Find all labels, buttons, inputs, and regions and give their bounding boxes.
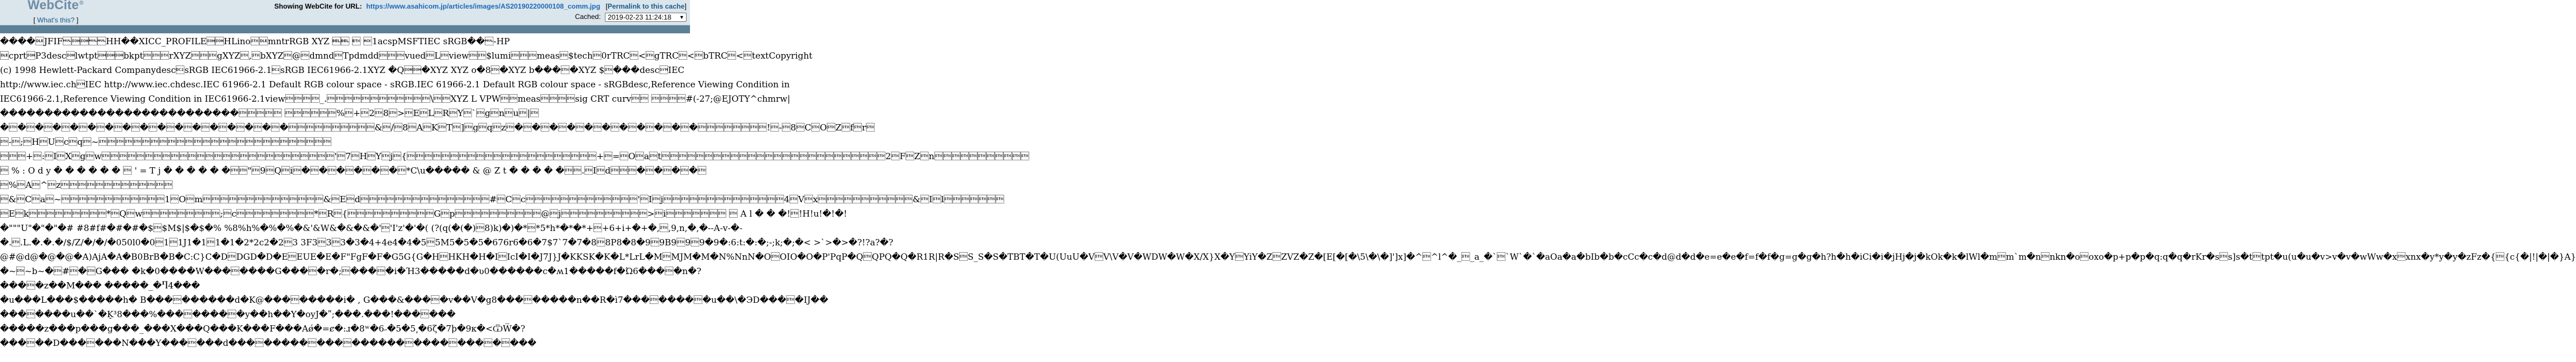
binary-text-line:  % : O d y � � � � � �  ' = T j � � � � � �"9Qi������*C\u����� & @ Z t � � � � �.Id���� [0, 165, 707, 176]
binary-text-line: �"""U"�"�"�# #8#f#�#�#�$$M$|$�$�% %8%h%�%�%�&'&W&�&�&�''I'z'�'�( (?(q(�(�)8)k)�)�**5*h*�*�*++6+i+�+�,,9,n,�,�--A-v-�- [0, 223, 743, 233]
cached-row [575, 13, 687, 22]
brand-name: WebCite [28, 0, 79, 12]
binary-text-line: Ek*Qw;c*R{Gp@j>i  A l � � �!!H!u!�!�! [0, 209, 848, 219]
binary-text-line: cprtP3desclwtptbkptrXYZgXYZ,bXYZ@dmndTpdmddvuedLview$lumimeas$tech0rTRC<gTRC<bTRC<textCopyright [0, 51, 812, 61]
binary-text-line: @#@d@�@�@�A)AjA�A�B0BrB�B�C:C}C�DDGD�D�EEUE�E�F"FgF�F�G5G{G�HHKH�H�IIcI�I�J7J}J�KKSK�K�L*LrL�MMJM�M�N%NnN�OOIO�O�P'PqP�QQPQ�Q�R1R|R�SS_S�S�TBT�T�U(UuU�VV\V�V�WDW�W�X/X}X�YYiY�ZZVZ�Z�[E[�[�\5\�\�]']x]�^^l^�__a_�``W`�`�aOa�a�bIb�b�cCc�c�d@d�d�e=e�e�f=f�f�g=g�g�h?h�h�iCi�i�jHj�j�kOk�k�lWl�mm`m�nnkn�ooxo�p+p�p�q:q�q�rKr�ss]s�ttpt�u(u�u�v>v�v�wWw�xxnx�y*y�y�zFz�{{c{�|!|�|�}A} [0, 252, 2576, 262]
bracket-open: [ [33, 16, 37, 24]
raw-file-content [0, 34, 2576, 362]
cached-label: Cached: [574, 13, 601, 21]
binary-text-line: -;HUcq~ [0, 137, 332, 147]
binary-text-line: �������u��`�K̠³8���%��������y��h��Y�oyJ�ʺ;���.���!������ [0, 309, 456, 319]
permalink-bracket-open: [ [605, 2, 608, 10]
binary-text-line: ����z��M��� �����_�Ⴄ4��� [0, 280, 200, 291]
binary-text-line: �u���L���$�����h� B���������d�K@��������i� , G���&����v��V�g8��������n��R�ì7��������u��\�ЭD����Ĳ�� [0, 295, 829, 305]
cached-date-value: 2019-02-23 11:24:18 [608, 13, 672, 21]
archived-url-link[interactable]: https://www.asahicom.jp/articles/images/AS20190220000108_comm.jpg [366, 2, 600, 10]
url-line [274, 2, 687, 10]
whats-this-container [33, 16, 78, 24]
binary-text-line: ����JFIF   HH��XICC_PROFILEHLinomntrRGB XYZ   1acspMSFTIEC sRGB�� -HP [0, 36, 510, 47]
binary-text-line: +:IXgw'7HYj{+=Oat2FZn [0, 151, 1029, 161]
permalink-wrapper [605, 2, 687, 10]
header-divider-bar [0, 25, 690, 33]
binary-text-line: http://www.iec.chIEC http://www.iec.chdesc.IEC 61966-2.1 Default RGB colour space - sRGB.IEC 61966-2.1 Default RGB colour space - sRGBdesc,Reference Viewing Condition in [0, 79, 790, 90]
binary-text-line: �����D������N���Y������d���������������������������� [0, 338, 536, 348]
binary-text-line: %A^z [0, 180, 173, 190]
permalink-bracket-close: ] [684, 2, 687, 10]
permalink-link[interactable]: Permalink to this cache [607, 2, 685, 10]
binary-text-line: (c) 1998 Hewlett-Packard CompanydescsRGB IEC61966-2.1sRGB IEC61966-2.1XYZ �Q�XYZ XYZ o�8�XYZ b����XYZ $���descIEC [0, 65, 685, 75]
whats-this-link[interactable]: What's this? [37, 16, 75, 24]
binary-text-line: ��������������������������� %+28>ELRY`gnu| [0, 108, 539, 118]
showing-label: Showing WebCite for URL: [274, 2, 362, 10]
dropdown-arrow-icon: ▼ [679, 14, 684, 20]
webcite-header [0, 0, 690, 25]
binary-text-line: �~~b~�#�G��� �k�0����W�������G����r�;����i�Ή3�����d�ʋ0������c�ʍ1�����f�Ώ6����n�? [0, 266, 702, 276]
binary-text-line: �����������������&/8AKT]gqz�����������!-8COZfr [0, 122, 875, 133]
binary-text-line: �����z���p���g���_���X���Q���K���F���Aǿ�=ȼ�:ɹ�8ʷ�6˶�5̵�5͵�6ζ�7ϸ�9к�<ѾW̅�? [0, 324, 526, 334]
webcite-logo[interactable] [28, 0, 84, 13]
binary-text-line: IEC61966-2.1,Reference Viewing Condition in IEC61966-2.1view_.\XYZ L VPWmeassig CRT curv #(-27;@EJOTY^chmrw| [0, 94, 791, 104]
binary-text-line: &Ca~1Om&Ed#Cc'Ij4Vx&Il [0, 194, 1005, 205]
binary-text-line: �..L.�.�.�/$/Z/�/�/�050l0�011J1�11�1�2*2c2�23 3F333�3�4+4e4�4�55M5�5�5�676r6�6�7$7`7�7�88P8�8�99B999�9�:6:t:�:�;-;k;�;�< >`>�>�?!?a?�? [0, 237, 894, 248]
registered-mark: ® [79, 0, 84, 6]
cached-date-select[interactable] [605, 13, 687, 22]
bracket-close: ] [74, 16, 79, 24]
